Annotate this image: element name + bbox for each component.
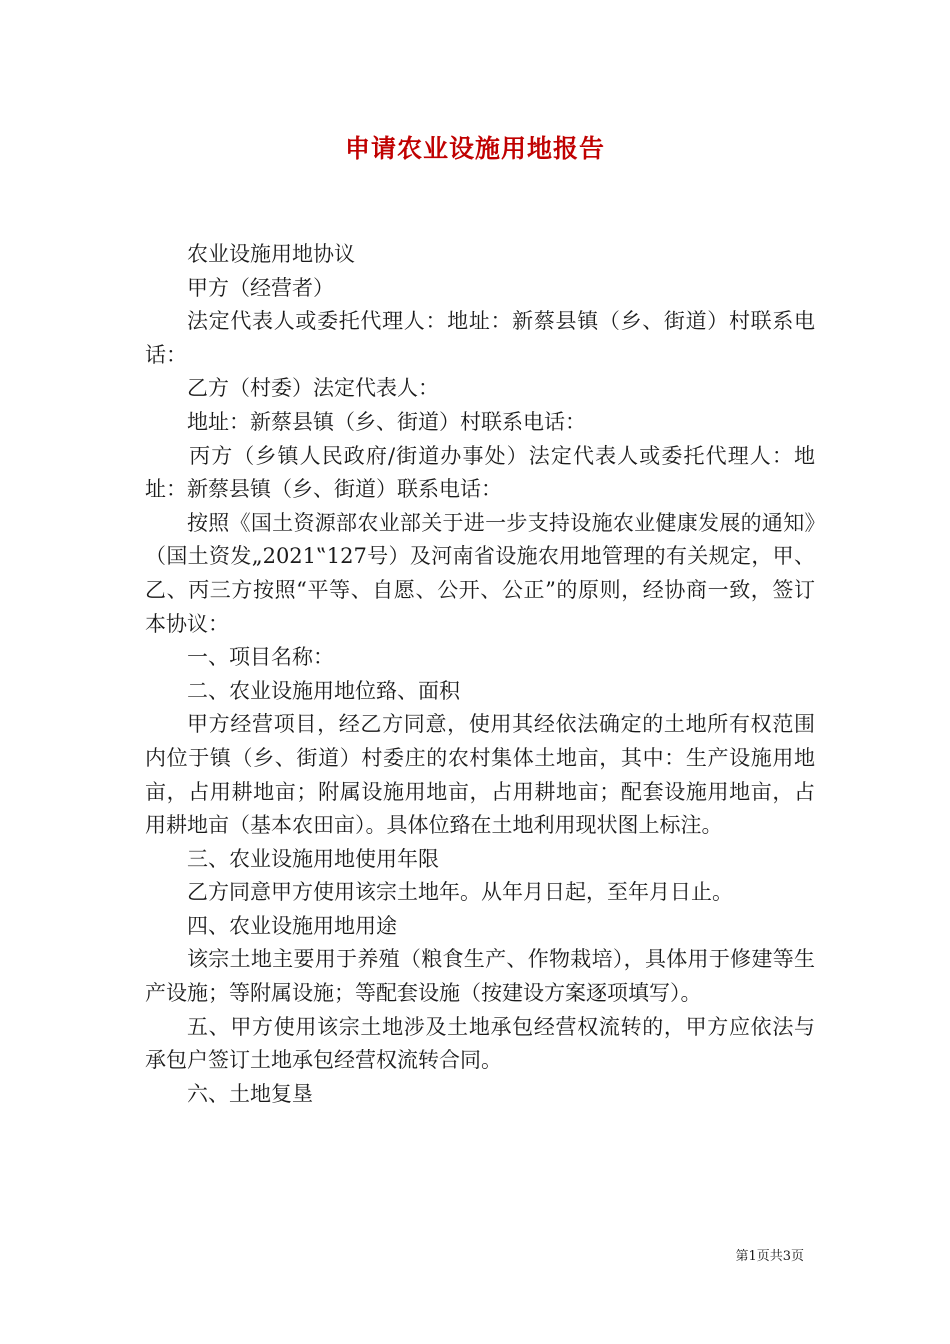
paragraph-party-a: 甲方（经营者） (187, 275, 334, 300)
paragraph-party-b: 乙方（村委）法定代表人： (187, 376, 439, 401)
document-body (145, 238, 815, 1111)
page-number: 第1页共3页 (735, 1249, 804, 1264)
paragraph-section-6: 六、土地复垦 (187, 1081, 313, 1106)
paragraph-party-b-address: 地址：新蔡县镇（乡、街道）村联系电话： (187, 409, 586, 434)
paragraph-section-3-body: 乙方同意甲方使用该宗土地年。从年月日起，至年月日止。 (187, 880, 733, 905)
paragraph-party-c: 丙方（乡镇人民政府/街道办事处）法定代表人或委托代理人：地址：新蔡县镇（乡、街道）联系电话： (145, 443, 815, 502)
paragraph-section-2-body: 甲方经营项目，经乙方同意，使用其经依法确定的土地所有权范围内位于镇（乡、街道）村委庄的农村集体土地亩，其中：生产设施用地亩，占用耕地亩；附属设施用地亩，占用耕地亩；配套设施用地亩，占用耕地亩（基本农田亩）。具体位臵在土地利用现状图上标注。 (145, 712, 815, 838)
paragraph-agreement-title: 农业设施用地协议 (187, 242, 355, 266)
paragraph-party-a-representative: 法定代表人或委托代理人：地址：新蔡县镇（乡、街道）村联系电话： (145, 309, 815, 367)
paragraph-section-4-body: 该宗土地主要用于养殖（粮食生产、作物栽培），具体用于修建等生产设施；等附属设施；等配套设施（按建设方案逐项填写）。 (145, 947, 815, 1006)
paragraph-section-1: 一、项目名称： (187, 645, 334, 670)
paragraph-section-3: 三、农业设施用地使用年限 (187, 846, 439, 871)
paragraph-section-2: 二、农业设施用地位臵、面积 (187, 678, 460, 703)
paragraph-basis: 按照《国土资源部农业部关于进一步支持设施农业健康发展的通知》（国土资发„2021‟127号）及河南省设施农用地管理的有关规定，甲、乙、丙三方按照“平等、自愿、公开、公正”的原则，经协商一致，签订本协议： (145, 510, 815, 636)
paragraph-section-4: 四、农业设施用地用途 (187, 913, 397, 938)
document-title: 申请农业设施用地报告 (344, 134, 605, 163)
paragraph-section-5: 五、甲方使用该宗土地涉及土地承包经营权流转的，甲方应依法与承包户签订土地承包经营权流转合同。 (145, 1014, 815, 1073)
